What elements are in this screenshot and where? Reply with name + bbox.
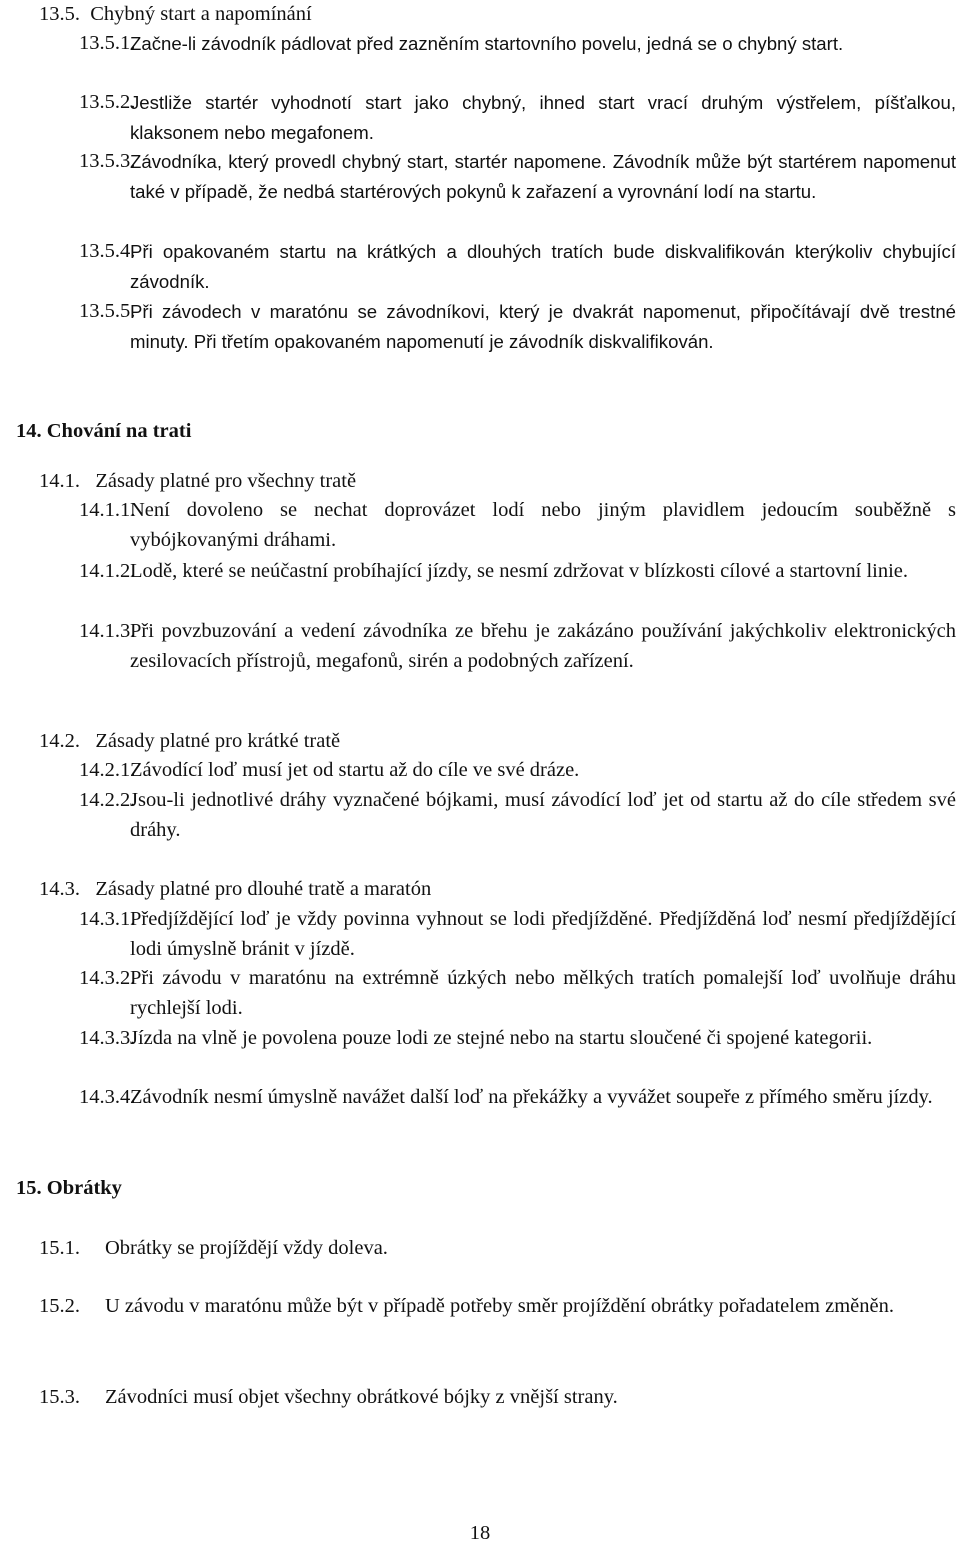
paragraph-13-5-2	[79, 88, 956, 147]
section-number: 14.3.	[39, 878, 80, 900]
paragraph-text: Závodníci musí objet všechny obrátkové bójky z vnější strany.	[105, 1386, 618, 1408]
paragraph-text: Při závodech v maratónu se závodníkovi, který je dvakrát napomenut, připočítávají dvě trestné minuty.	[130, 301, 956, 352]
paragraph-text-continued: Závodník může být startérem napomenut také v případě, že nedbá startérových pokynů k zařazení a vyrovnání lodí na startu.	[130, 151, 956, 202]
paragraph-number: 14.3.2.	[79, 967, 136, 989]
paragraph-number: 14.3.3.	[79, 1027, 136, 1049]
paragraph-text: Při opakovaném startu na krátkých a dlouhých tratích bude diskvalifikován kterýkoliv chybující závodník.	[130, 241, 956, 292]
paragraph-text: Lodě, které se neúčastní probíhající jízdy, se nesmí zdržovat v blízkosti cílové a startovní linie.	[130, 560, 909, 582]
section-14-1-title	[39, 467, 356, 497]
chapter-14-heading: 14. Chování na trati	[16, 420, 192, 442]
section-title: Zásady platné pro krátké tratě	[95, 730, 341, 752]
section-13-5-title	[39, 0, 312, 30]
paragraph-number: 15.2.	[39, 1295, 80, 1317]
section-title: Zásady platné pro dlouhé tratě a maratón	[95, 878, 432, 900]
paragraph-14-1-3	[79, 617, 956, 676]
paragraph-number: 15.1.	[39, 1237, 80, 1259]
paragraph-text: Jsou-li jednotlivé dráhy vyznačené bójkami, musí závodící loď jet od startu až do cíle středem své dráhy.	[130, 789, 956, 841]
paragraph-text: Závodníka, který provedl chybný start, startér napomene.	[130, 151, 607, 172]
paragraph-text: Jestliže startér vyhodnotí start jako chybný, ihned start vrací druhým výstřelem, píšťalkou, klaksonem nebo megafonem.	[130, 92, 956, 143]
paragraph-text: Při povzbuzování a vedení závodníka ze břehu je zakázáno používání jakýchkoliv elektronických zesilovacích přístrojů, megafonů, sirén a podobných zařízení.	[130, 620, 956, 672]
paragraph-text: Závodník nesmí úmyslně navážet další loď na překážky a vyvážet soupeře z přímého směru jízdy.	[130, 1086, 933, 1108]
paragraph-text: Při závodu v maratónu na extrémně úzkých nebo mělkých tratích pomalejší loď uvolňuje dráhu rychlejší lodi.	[130, 967, 956, 1019]
paragraph-14-2-1	[79, 756, 956, 786]
paragraph-number: 15.3.	[39, 1386, 80, 1408]
paragraph-number: 13.5.5.	[79, 300, 136, 322]
chapter-15-heading: 15. Obrátky	[16, 1177, 122, 1199]
paragraph-number: 14.1.3.	[79, 620, 136, 642]
paragraph-15-3	[39, 1383, 956, 1413]
paragraph-number: 14.3.1.	[79, 908, 136, 930]
paragraph-number: 14.1.1.	[79, 499, 136, 521]
paragraph-13-5-1	[79, 29, 956, 59]
paragraph-text-continued: Při třetím opakovaném napomenutí je závodník diskvalifikován.	[193, 330, 714, 352]
paragraph-text: U závodu v maratónu může být v případě potřeby směr projíždění obrátky pořadatelem změněn.	[105, 1295, 894, 1317]
paragraph-15-2	[39, 1292, 956, 1322]
paragraph-text: Předjíždějící loď je vždy povinna vyhnout se lodi předjížděné. Předjížděná loď nesmí předjíždějící lodi úmyslně bránit v jízdě.	[130, 908, 956, 960]
paragraph-text: Začne-li závodník pádlovat před zazněním startovního povelu, jedná se o chybný start.	[130, 33, 844, 54]
paragraph-14-1-2	[79, 557, 956, 587]
section-number: 14.1.	[39, 470, 80, 492]
paragraph-14-2-2	[79, 786, 956, 845]
paragraph-number: 14.2.2.	[79, 789, 136, 811]
paragraph-number: 14.2.1.	[79, 759, 136, 781]
paragraph-number: 13.5.2.	[79, 91, 136, 113]
section-title: Chybný start a napomínání	[90, 3, 312, 25]
paragraph-number: 13.5.3.	[79, 150, 136, 172]
paragraph-14-3-3	[79, 1024, 956, 1054]
section-number: 13.5.	[39, 3, 80, 25]
paragraph-14-1-1	[79, 496, 956, 555]
paragraph-13-5-3	[79, 147, 956, 206]
paragraph-text: Jízda na vlně je povolena pouze lodi ze stejné nebo na startu sloučené či spojené kategorii.	[130, 1027, 873, 1049]
paragraph-13-5-4	[79, 237, 956, 296]
section-14-2-title	[39, 727, 340, 757]
paragraph-number: 14.1.2.	[79, 560, 136, 582]
paragraph-number: 13.5.1.	[79, 32, 136, 54]
paragraph-number: 14.3.4.	[79, 1086, 136, 1108]
paragraph-text: Závodící loď musí jet od startu až do cíle ve své dráze.	[130, 759, 580, 781]
page-number: 18	[469, 1522, 491, 1544]
paragraph-text: Obrátky se projíždějí vždy doleva.	[105, 1237, 388, 1259]
section-14-3-title	[39, 875, 431, 905]
paragraph-15-1	[39, 1234, 956, 1264]
section-title: Zásady platné pro všechny tratě	[95, 470, 357, 492]
paragraph-14-3-4	[79, 1083, 956, 1113]
paragraph-text: Není dovoleno se nechat doprovázet lodí nebo jiným plavidlem jedoucím souběžně s vybójkovanými dráhami.	[130, 499, 956, 551]
paragraph-number: 13.5.4.	[79, 240, 136, 262]
paragraph-14-3-1	[79, 905, 956, 964]
paragraph-13-5-5	[79, 297, 956, 356]
paragraph-14-3-2	[79, 964, 956, 1023]
section-number: 14.2.	[39, 730, 80, 752]
